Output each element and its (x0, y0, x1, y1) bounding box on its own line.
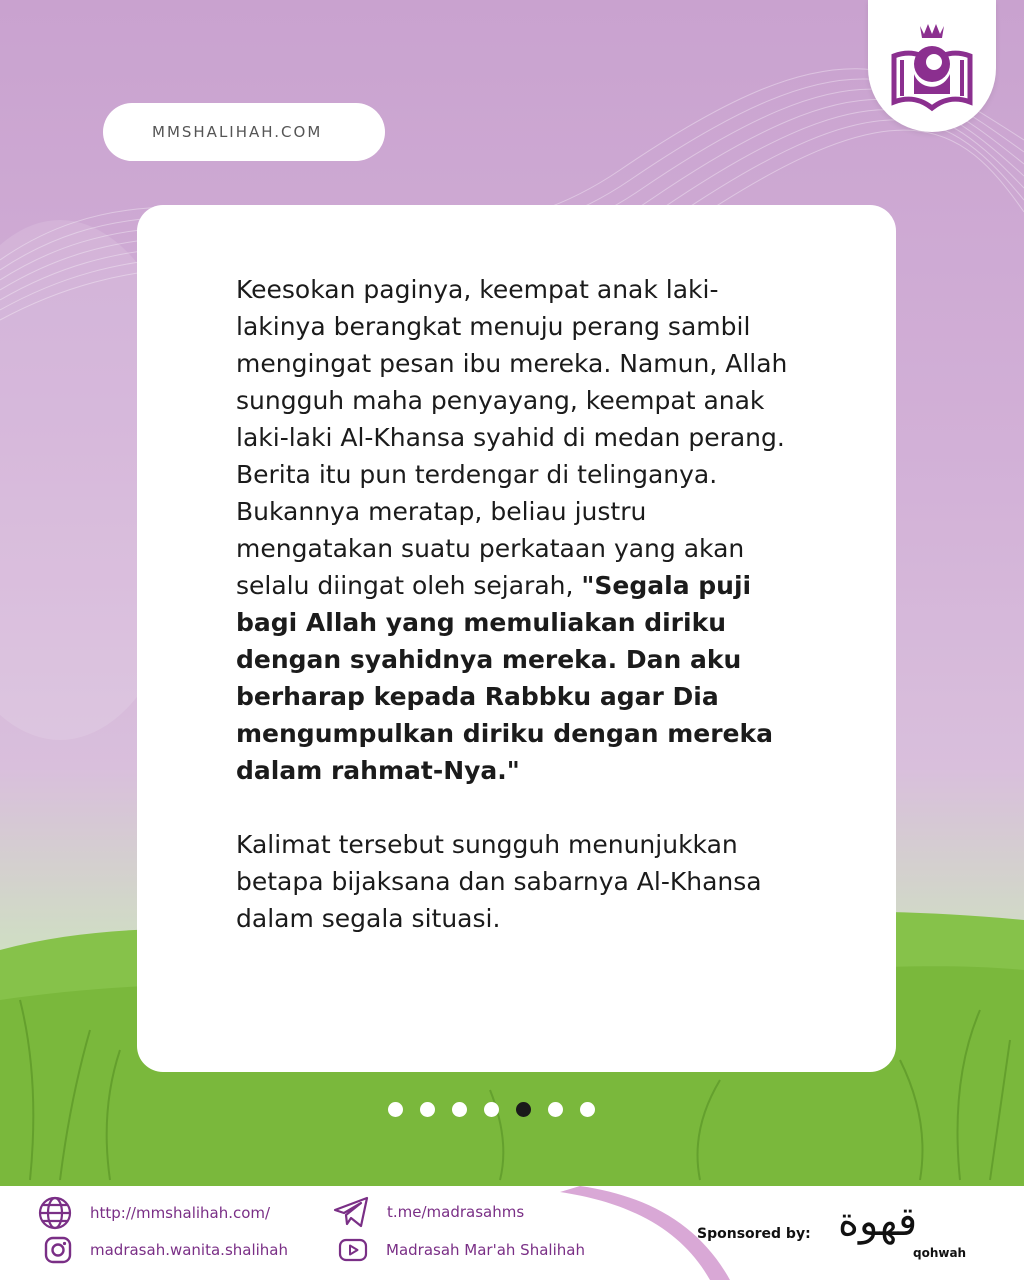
pagination-dots (388, 1102, 595, 1117)
youtube-icon (338, 1238, 368, 1262)
footer-telegram-text: t.me/madrasahms (387, 1203, 525, 1221)
sponsor-logo-latin: qohwah (913, 1246, 967, 1260)
pagination-dot[interactable] (580, 1102, 595, 1117)
pagination-dot-active[interactable] (516, 1102, 531, 1117)
site-url-pill[interactable] (103, 103, 385, 161)
footer-website-text: http://mmshalihah.com/ (90, 1204, 271, 1222)
footer-youtube[interactable] (338, 1238, 585, 1262)
content-card (137, 205, 896, 1072)
instagram-icon (44, 1236, 72, 1264)
pagination-dot[interactable] (420, 1102, 435, 1117)
pagination-dot[interactable] (452, 1102, 467, 1117)
footer-instagram-text: madrasah.wanita.shalihah (90, 1241, 288, 1259)
pagination-dot[interactable] (388, 1102, 403, 1117)
paragraph-story-plain: Keesokan paginya, keempat anak laki-lakinya berangkat menuju perang sambil mengingat pesan ibu mereka. Namun, Allah sungguh maha penyayang, keempat anak laki-laki Al-Khansa syahid di medan perang. Berita itu pun terdengar di telinganya. Bukannya meratap, beliau justru mengatakan suatu perkataan yang akan selalu diingat oleh sejarah, (236, 275, 788, 600)
footer-telegram[interactable] (333, 1196, 524, 1228)
footer-bar (0, 1186, 1024, 1280)
footer-youtube-text: Madrasah Mar'ah Shalihah (386, 1241, 585, 1259)
quote-text: "Segala puji bagi Allah yang memuliakan diriku dengan syahidnya mereka. Dan aku berharap kepada Rabbku agar Dia mengumpulkan diriku dengan mereka dalam rahmat-Nya." (236, 571, 773, 785)
sponsored-label: Sponsored by: (697, 1226, 811, 1242)
sponsor-logo-arabic: قهوة (838, 1199, 918, 1245)
site-url-text: MMSHALIHAH.COM (152, 123, 323, 141)
pagination-dot[interactable] (548, 1102, 563, 1117)
paragraph-conclusion: Kalimat tersebut sungguh menunjukkan betapa bijaksana dan sabarnya Al-Khansa dalam segala situasi. (236, 830, 762, 933)
pagination-dot[interactable] (484, 1102, 499, 1117)
globe-icon (38, 1196, 72, 1230)
footer-instagram[interactable] (44, 1236, 288, 1264)
card-body (236, 271, 796, 937)
brand-logo-icon (880, 16, 984, 116)
footer-website[interactable] (38, 1196, 270, 1230)
sponsor-logo (838, 1200, 978, 1270)
paragraph-story (236, 271, 796, 789)
telegram-icon (333, 1196, 369, 1228)
brand-logo-badge (868, 0, 996, 132)
